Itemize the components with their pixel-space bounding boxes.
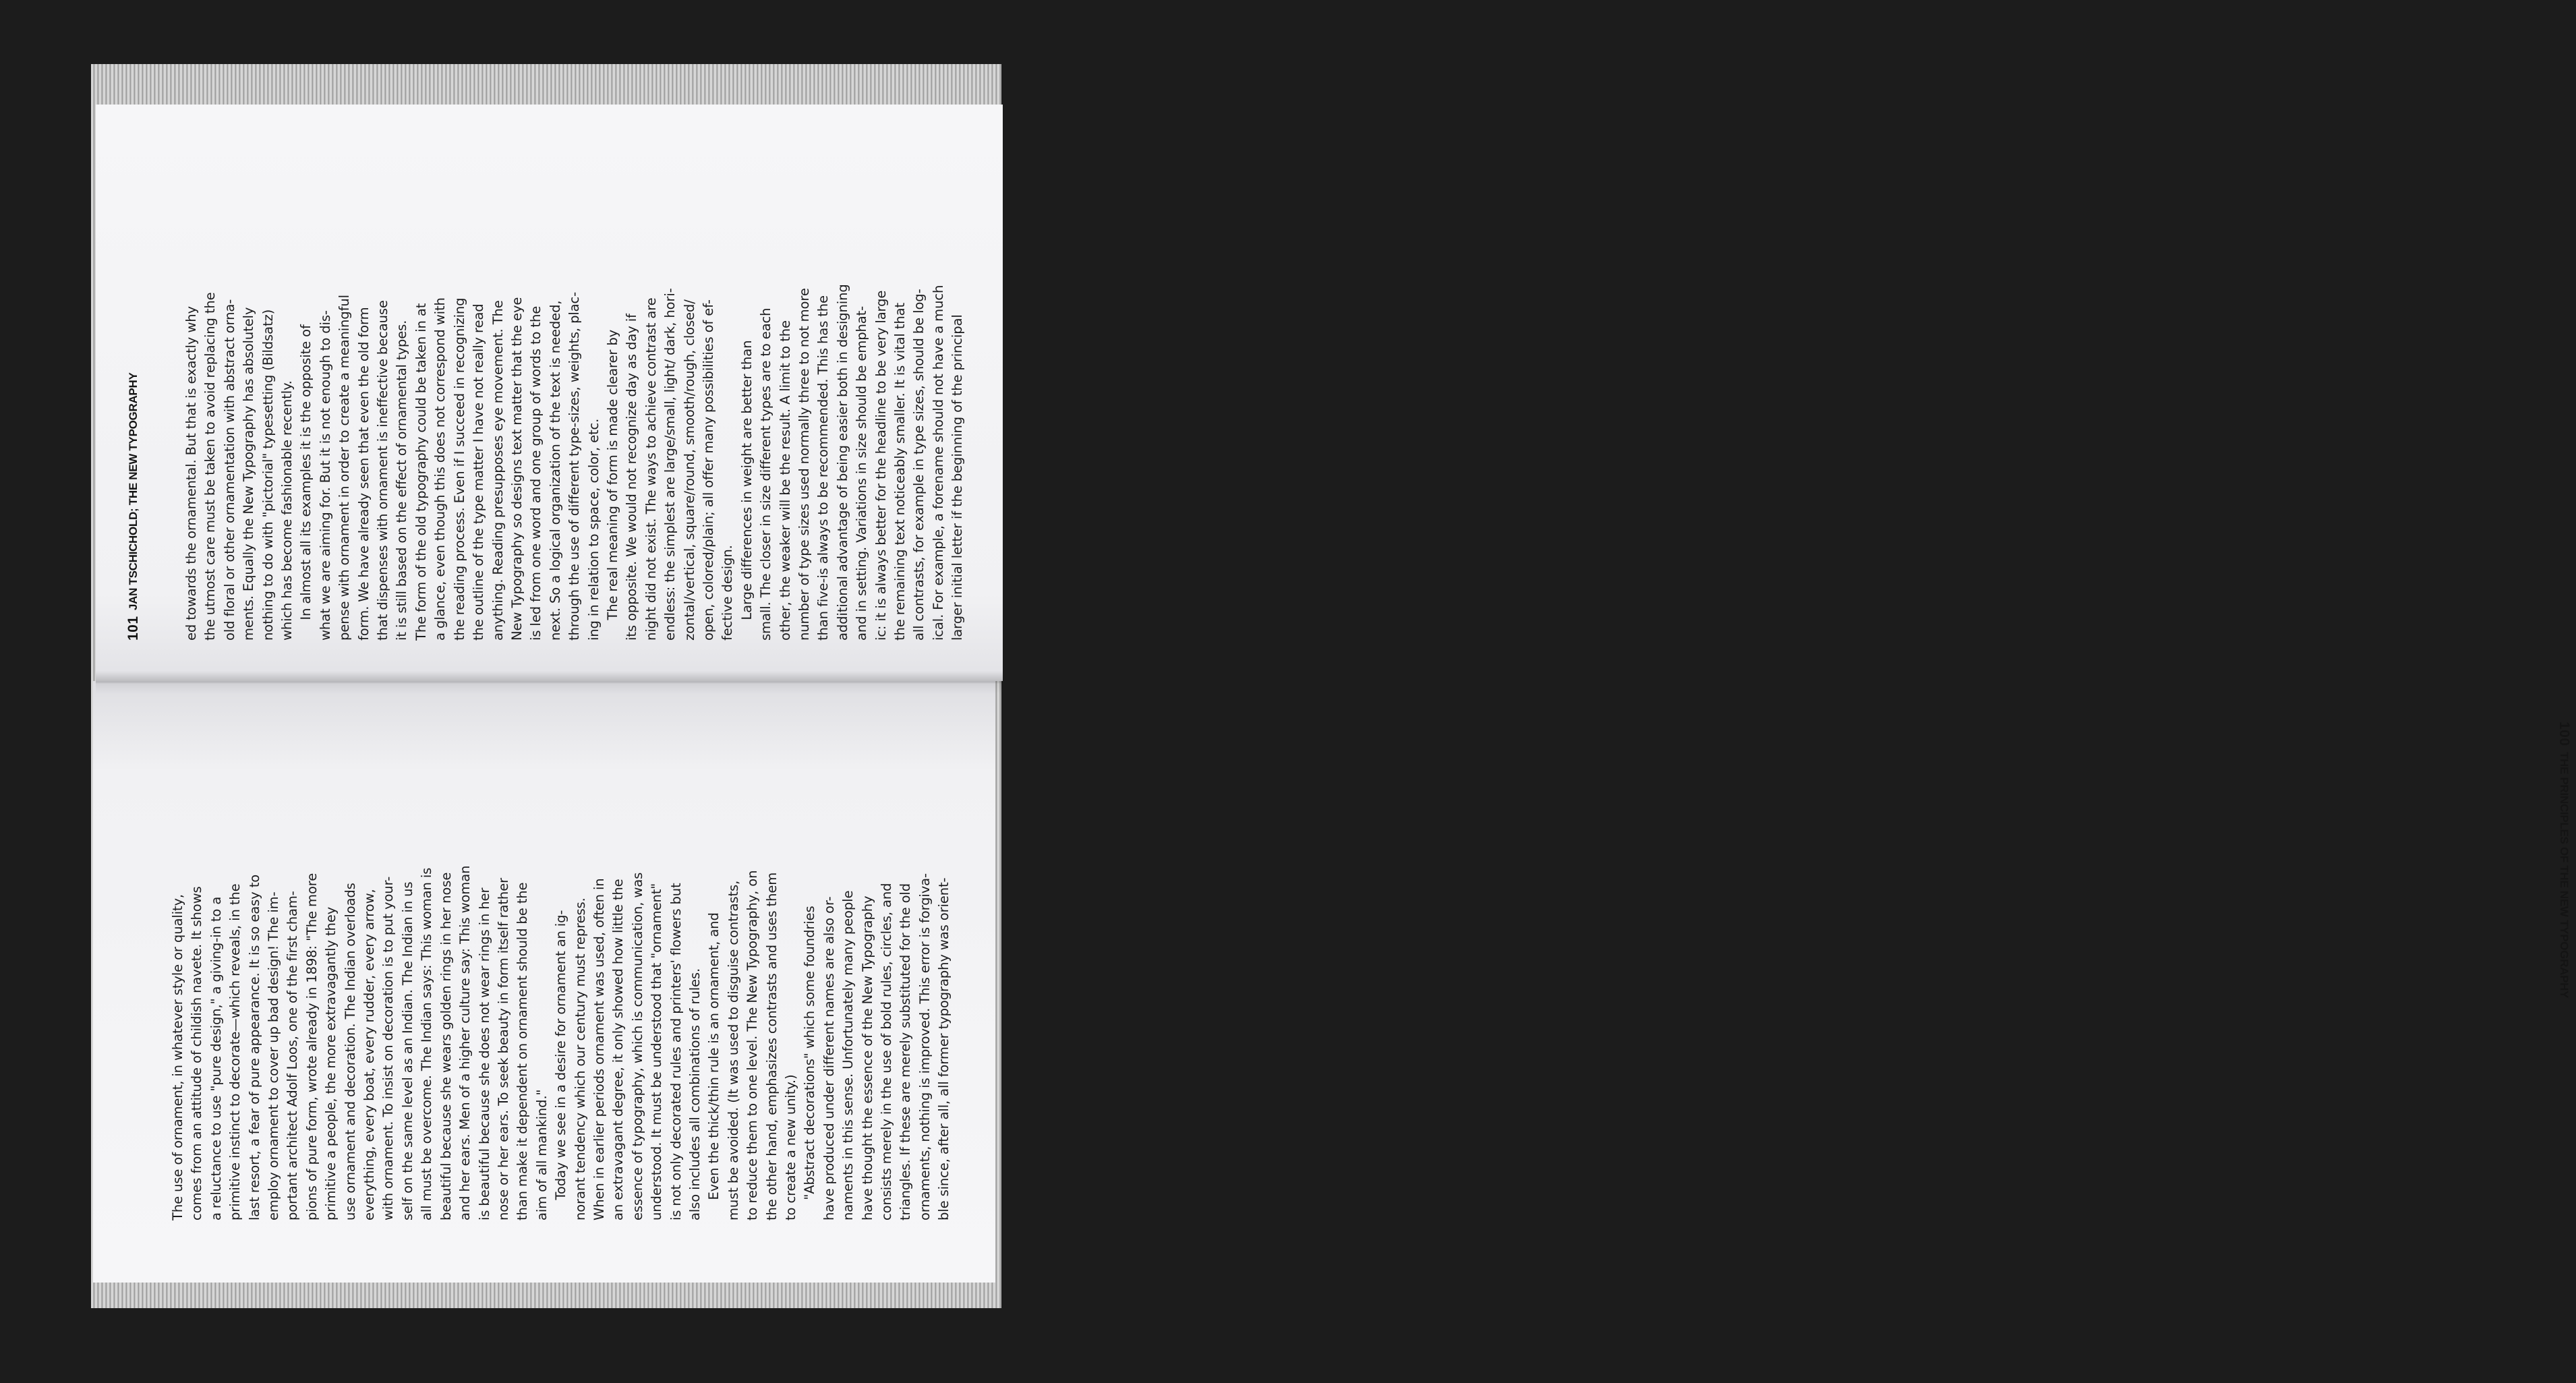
text-line: fective design. xyxy=(720,545,736,641)
text-line: the utmost care must be taken to avoid replacing the xyxy=(202,292,218,641)
text-line: employ ornament to cover up bad design! The im- xyxy=(266,891,282,1220)
text-line: have thought the essence of the New Typography xyxy=(859,895,875,1220)
text-line: consists merely in the use of bold rules, circles, and xyxy=(879,883,895,1220)
text-line: self on the same level as an Indian. The Indian in us xyxy=(399,881,415,1220)
page-body-text xyxy=(169,728,954,1220)
text-line: small. The closer in size different types are to each xyxy=(758,307,774,641)
text-line: what we are aiming for. But it is not enough to dis- xyxy=(317,310,333,641)
text-line: When in earlier periods ornament was used, often in xyxy=(591,878,607,1220)
text-line: essence of typography, which is communication, was xyxy=(629,872,645,1220)
text-line: understood. It must be understood that "ornament" xyxy=(649,883,665,1220)
text-line: to create a new unity.) xyxy=(783,1074,798,1220)
text-line: is not only decorated rules and printers' flowers but xyxy=(668,883,684,1220)
text-line: the reading process. Even if I succeed in recognizing xyxy=(451,297,467,641)
text-line: Even the thick/thin rule is an ornament, and xyxy=(706,912,722,1220)
text-line: last resort, a fear of pure appearance. It is so easy to xyxy=(246,874,262,1220)
text-line: triangles. If these are merely substituted for the old xyxy=(898,883,914,1220)
text-line: open, colored/plain; all offer many possibilities of ef- xyxy=(700,299,716,641)
running-header xyxy=(2549,715,2576,1227)
text-line: Large differences in weight are better than xyxy=(738,340,755,641)
text-line: with ornament. To insist on decoration is to put your- xyxy=(380,876,397,1220)
text-line: ornaments, nothing is improved. This error is forgiva- xyxy=(916,873,933,1220)
running-head-title: THE PRINCIPLES OF THE NEW TYPOGRAPHY xyxy=(2558,752,2571,999)
text-line: nothing to do with "pictorial" typesetting (Bildsatz) xyxy=(260,309,276,641)
page-100 xyxy=(108,715,2572,1227)
text-line: additional advantage of being easier both in designing xyxy=(834,284,850,641)
text-line: it is still based on the effect of ornamental types. xyxy=(394,320,410,641)
text-line: that dispenses with ornament is ineffective because xyxy=(375,300,391,641)
text-line: beautiful because she wears golden rings in her nose xyxy=(438,872,454,1220)
text-line: than make it dependent on ornament should be the xyxy=(515,882,531,1220)
text-line: must be avoided. (It was used to disguise contrasts, xyxy=(725,880,741,1220)
page-101 xyxy=(121,135,971,647)
text-line: ed towards the ornamental. But that is exactly why xyxy=(183,306,199,641)
text-line: form. We have already seen that even the old form xyxy=(355,307,372,641)
text-line: larger initial letter if the beginning of the principal xyxy=(949,314,966,641)
text-line: next. So a logical organization of the text is needed, xyxy=(547,300,563,641)
text-line: "Abstract decorations" which some foundries xyxy=(802,906,818,1220)
text-line: the outline of the type matter I have not really read xyxy=(471,303,487,641)
page-number: 101 xyxy=(125,616,141,641)
text-line: The form of the old typography could be taken in at xyxy=(413,303,429,641)
text-line: The real meaning of form is made clearer by xyxy=(604,329,620,641)
text-line: portant architect Adolf Loos, one of the first cham- xyxy=(285,891,301,1220)
text-line: primitive a people, the more extravagantly they xyxy=(323,906,339,1220)
text-line: norant tendency which our century must repress. xyxy=(572,898,588,1220)
running-head-title: JAN TSCHICHOLD; THE NEW TYPOGRAPHY xyxy=(127,372,140,610)
text-line: In almost all its examples it is the opposite of xyxy=(298,324,314,641)
book-gutter xyxy=(96,671,1003,694)
text-line: an extravagant degree, it only showed how little the xyxy=(610,879,626,1220)
text-line: use ornament and decoration. The Indian overloads xyxy=(342,883,358,1220)
text-line: everything, every boat, every rudder, every arrow, xyxy=(361,889,378,1220)
text-line: The use of ornament, in whatever style or quality, xyxy=(170,894,185,1220)
text-line: which has become fashionable recently. xyxy=(279,380,295,641)
text-line: all must be overcome. The Indian says: This woman is xyxy=(419,867,435,1220)
text-line: other, the weaker will be the result. A limit to the xyxy=(777,320,793,641)
text-line: aim of all mankind." xyxy=(533,1089,550,1220)
page-body-text xyxy=(182,148,968,641)
text-line: is beautiful because she does not wear rings in her xyxy=(476,887,492,1220)
text-line: ic: it is always better for the headline to be very large xyxy=(873,290,889,641)
text-line: pions of pure form, wrote already in 1898: "The more xyxy=(303,873,320,1220)
text-line: pense with ornament in order to create a meaningful xyxy=(336,295,353,641)
text-line: through the use of different type-sizes, weights, plac- xyxy=(566,291,583,641)
text-line: the other hand, emphasizes contrasts and uses them xyxy=(763,872,780,1220)
text-line: its opposite. We would not recognize day as day if xyxy=(624,314,640,641)
text-line: to reduce them to one level. The New Typography, on xyxy=(744,870,761,1220)
text-line: anything. Reading presupposes eye movement. The xyxy=(490,300,506,641)
text-line: ments. Equally the New Typography has absolutely xyxy=(241,307,257,641)
text-line: ble since, after all, all former typography was orient- xyxy=(936,877,952,1220)
text-line: a reluctance to use "pure design," a giving-in to a xyxy=(208,896,224,1220)
page-number: 100 xyxy=(2556,722,2572,746)
text-line: number of type sizes used normally three to not more xyxy=(796,288,812,641)
text-line: also includes all combinations of rules. xyxy=(686,968,703,1220)
text-line: and her ears. Men of a higher culture say: This woman xyxy=(457,865,473,1220)
text-line: old floral or other ornamentation with abstract orna- xyxy=(221,299,237,641)
text-line: primitive instinct to decorate—which reveals, in the xyxy=(227,883,243,1220)
text-line: New Typography so designs text matter that the eye xyxy=(508,297,525,641)
text-line: Today we see in a desire for ornament an ig- xyxy=(553,910,569,1220)
text-line: and in setting. Variations in size should be emphat- xyxy=(854,305,870,641)
text-line: naments in this sense. Unfortunately many people xyxy=(840,890,856,1220)
text-line: night did not exist. The ways to achieve contrast are xyxy=(643,297,659,641)
text-line: zontal/vertical, square/round, smooth/rough, closed/ xyxy=(681,299,697,641)
text-line: ing in relation to space, color, etc. xyxy=(585,418,602,641)
text-line: than five-is always to be recommended. This has the xyxy=(815,295,831,641)
text-line: is led from one word and one group of words to the xyxy=(528,305,544,641)
text-line: a glance, even though this does not correspond with xyxy=(432,297,448,641)
text-line: ical. For example, a forename should not have a much xyxy=(930,285,946,641)
text-line: all contrasts, for example in type sizes, should be log- xyxy=(911,289,927,641)
text-line: comes from an attitude of childish navete. It shows xyxy=(189,886,205,1220)
text-line: nose or her ears. To seek beauty in form itself rather xyxy=(495,877,511,1220)
text-line: the remaining text noticeably smaller. It is vital that xyxy=(892,303,908,641)
text-line: endless: the simplest are large/small, light/ dark, hori- xyxy=(662,288,678,641)
running-header xyxy=(121,135,148,647)
text-line: have produced under different names are also or- xyxy=(821,896,837,1220)
